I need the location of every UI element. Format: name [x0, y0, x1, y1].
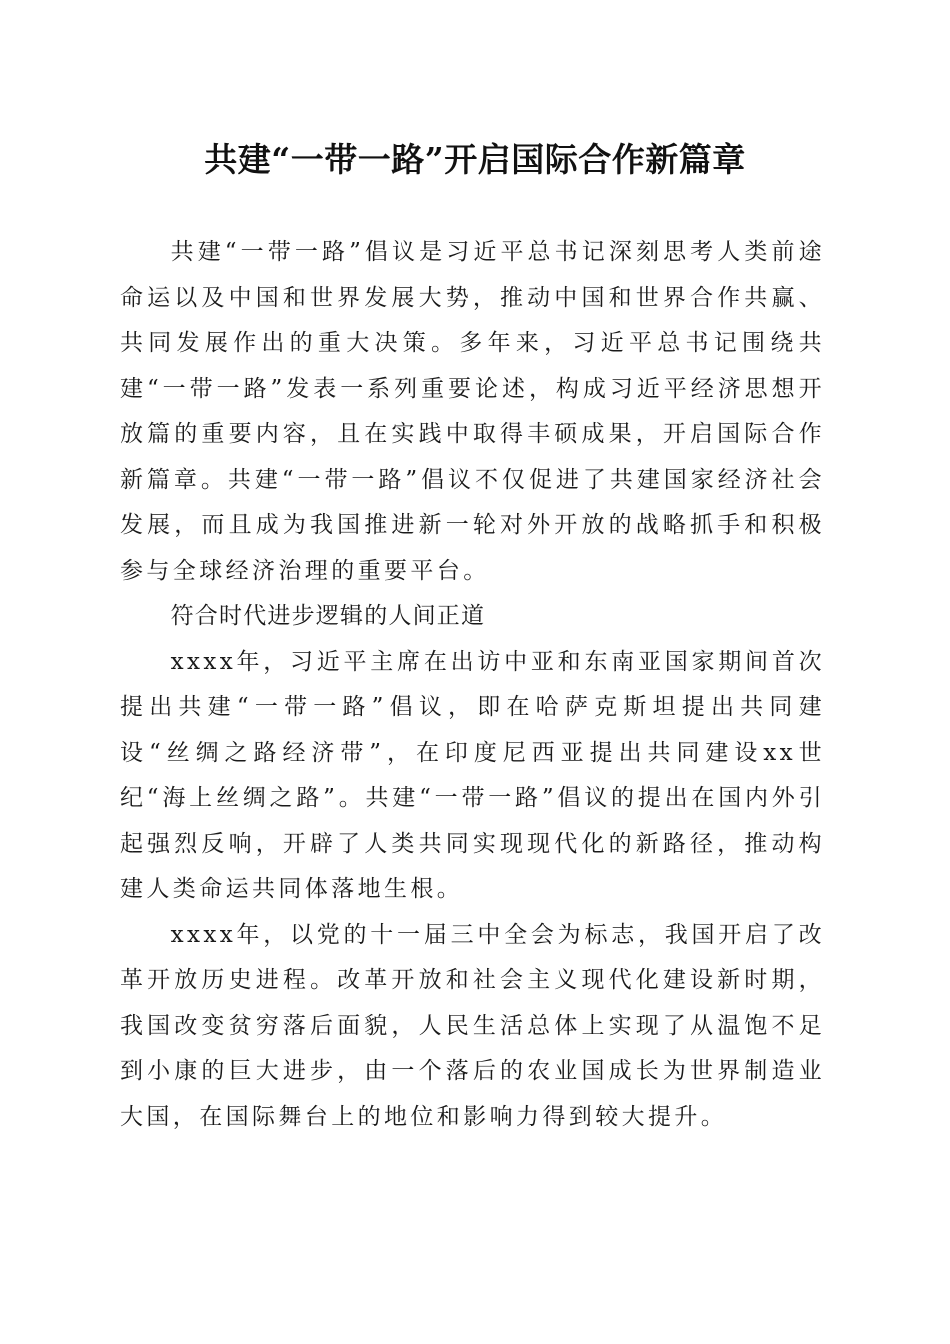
paragraph-intro: 共建“一带一路”倡议是习近平总书记深刻思考人类前途命运以及中国和世界发展大势，推动中国和世界合作共赢、共同发展作出的重大决策。多年来，习近平总书记围绕共建“一带一路”发表一系列重要论述，构成习近平经济思想开放篇的重要内容，且在实践中取得丰硕成果，开启国际合作新篇章。共建“一带一路”倡议不仅促进了共建国家经济社会发展，而且成为我国推进新一轮对外开放的战略抓手和积极参与全球经济治理的重要平台。	[120, 239, 825, 584]
paragraph-belt-road-proposal: xxxx年，习近平主席在出访中亚和东南亚国家期间首次提出共建“一带一路”倡议，即在哈萨克斯坦提出共同建设“丝绸之路经济带”，在印度尼西亚提出共同建设xx世纪“海上丝绸之路”。共建“一带一路”倡议的提出在国内外引起强烈反响，开辟了人类共同实现现代化的新路径，推动构建人类命运共同体落地生根。	[120, 648, 825, 902]
paragraph-reform-opening: xxxx年，以党的十一届三中全会为标志，我国开启了改革开放历史进程。改革开放和社会主义现代化建设新时期，我国改变贫穷落后面貌，人民生活总体上实现了从温饱不足到小康的巨大进步，由一个落后的农业国成长为世界制造业大国，在国际舞台上的地位和影响力得到较大提升。	[120, 921, 825, 1130]
section-heading: 符合时代进步逻辑的人间正道	[170, 603, 486, 629]
document-title: 共建“一带一路”开启国际合作新篇章	[204, 140, 746, 179]
document-body	[120, 230, 825, 1140]
